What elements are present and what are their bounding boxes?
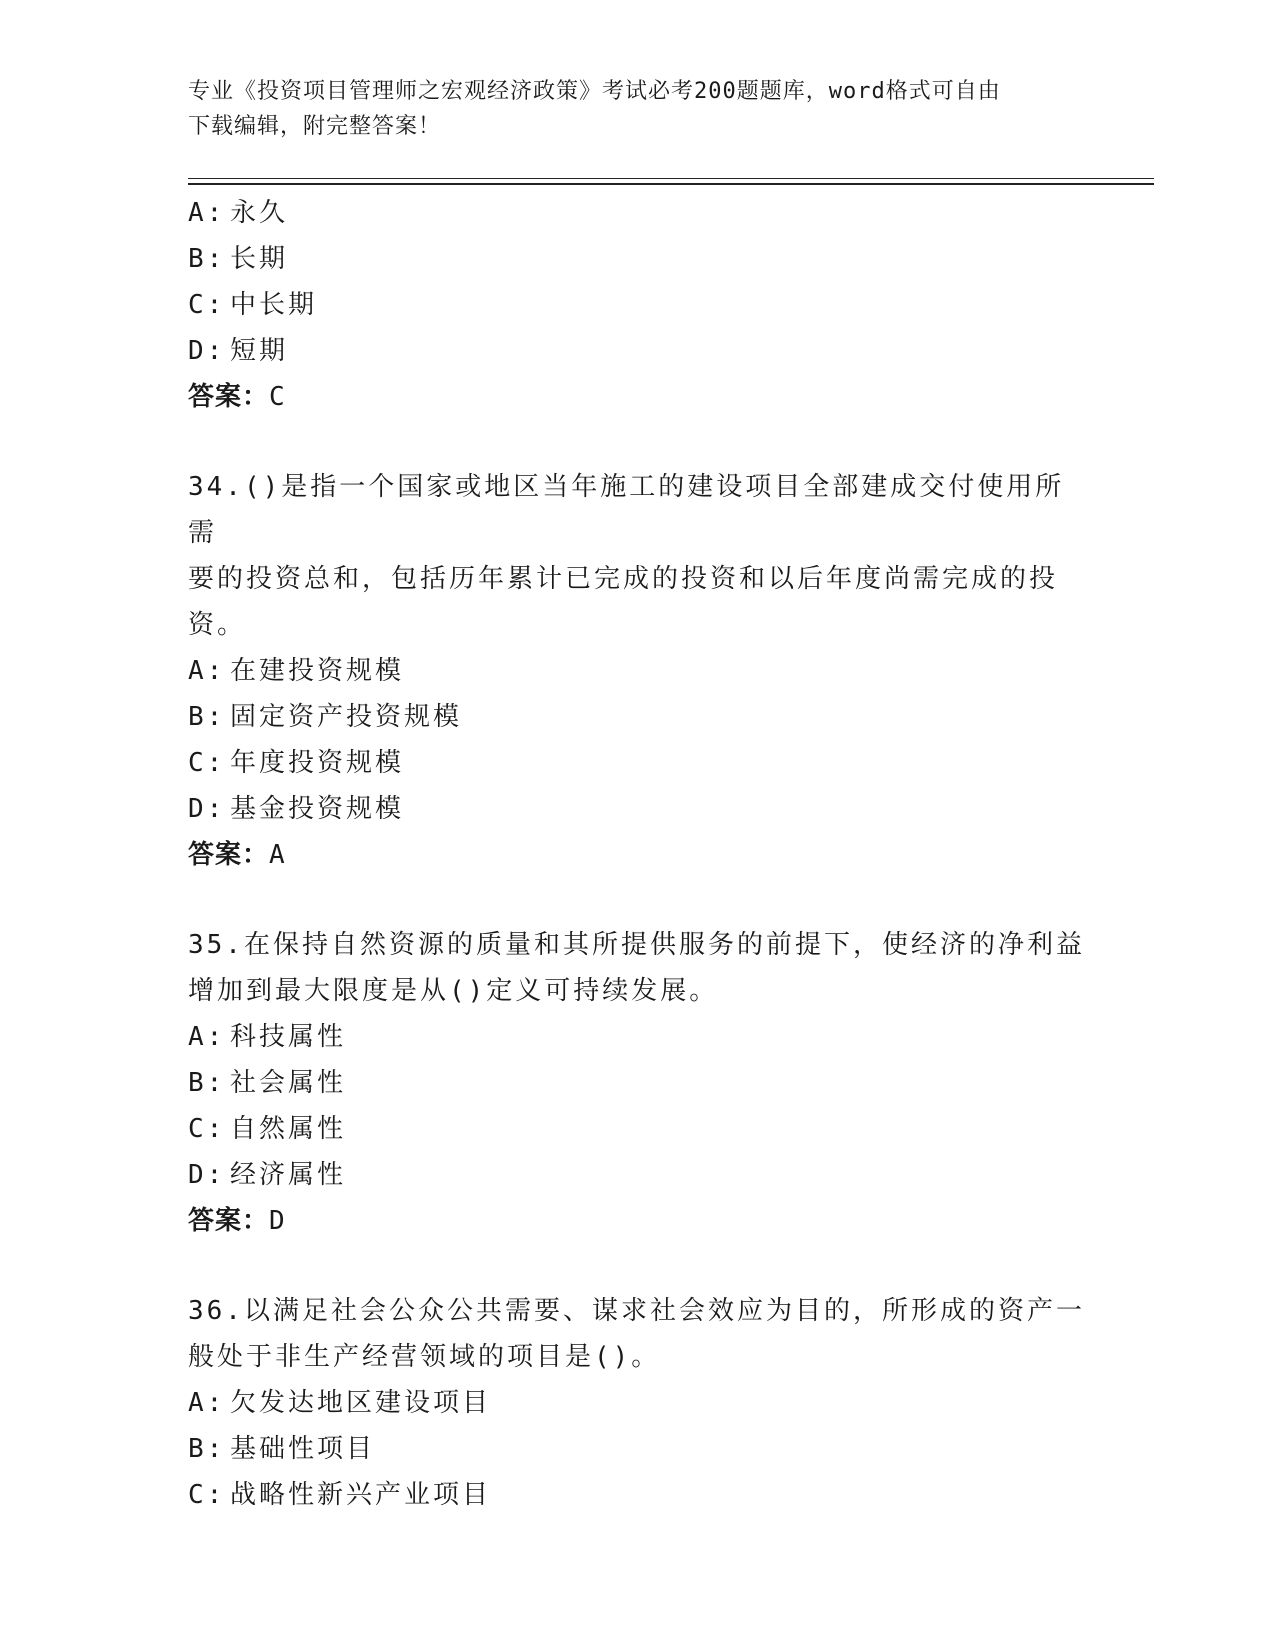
option-text: 基金投资规模 (230, 794, 405, 824)
option-text: 战略性新兴产业项目 (230, 1480, 492, 1510)
header-line-2: 下载编辑，附完整答案！ (188, 114, 442, 139)
option-c (188, 1472, 1088, 1518)
option-text: 在建投资规模 (230, 656, 405, 686)
option-b (188, 1060, 1088, 1106)
question-text (188, 1288, 1088, 1380)
question-36 (188, 1288, 1088, 1518)
option-text: 固定资产投资规模 (230, 702, 463, 732)
option-letter: B: (188, 1068, 226, 1098)
question-text-line: 35.在保持自然资源的质量和其所提供服务的前提下，使经济的净利益 (188, 930, 1085, 960)
option-c (188, 740, 1088, 786)
option-b (188, 1426, 1088, 1472)
question-34 (188, 464, 1088, 878)
option-text: 社会属性 (230, 1068, 347, 1098)
answer-label: 答案： (188, 1206, 270, 1236)
option-letter: A: (188, 656, 226, 686)
answer-line (188, 374, 1088, 420)
answer-label: 答案： (188, 840, 270, 870)
option-d (188, 328, 1088, 374)
answer-value: D (269, 1206, 286, 1236)
question-text (188, 464, 1088, 648)
option-a (188, 648, 1088, 694)
question-text-line: 般处于非生产经营领域的项目是()。 (188, 1342, 661, 1372)
question-text (188, 922, 1088, 1014)
option-letter: C: (188, 1114, 226, 1144)
option-letter: D: (188, 1160, 226, 1190)
option-letter: B: (188, 1434, 226, 1464)
question-text-line: 36.以满足社会公众公共需要、谋求社会效应为目的，所形成的资产一 (188, 1296, 1085, 1326)
option-letter: D: (188, 336, 226, 366)
option-letter: D: (188, 794, 226, 824)
option-a (188, 1014, 1088, 1060)
header-divider-thick (188, 183, 1154, 185)
option-a (188, 190, 1088, 236)
option-text: 欠发达地区建设项目 (230, 1388, 492, 1418)
option-c (188, 1106, 1088, 1152)
option-text: 基础性项目 (230, 1434, 376, 1464)
option-text: 年度投资规模 (230, 748, 405, 778)
answer-value: A (269, 840, 286, 870)
option-letter: A: (188, 1022, 226, 1052)
question-35 (188, 922, 1088, 1244)
option-text: 自然属性 (230, 1114, 347, 1144)
header-divider-thin (188, 178, 1154, 179)
option-letter: B: (188, 244, 226, 274)
answer-line (188, 1198, 1088, 1244)
answer-label: 答案： (188, 382, 270, 412)
question-text-line: 34.()是指一个国家或地区当年施工的建设项目全部建成交付使用所需 (188, 472, 1065, 548)
option-a (188, 1380, 1088, 1426)
option-letter: A: (188, 198, 226, 228)
option-d (188, 1152, 1088, 1198)
option-text: 科技属性 (230, 1022, 347, 1052)
question-text-line: 要的投资总和，包括历年累计已完成的投资和以后年度尚需完成的投 (188, 564, 1059, 594)
option-letter: B: (188, 702, 226, 732)
question-text-line: 资。 (188, 610, 247, 640)
option-text: 长期 (230, 244, 289, 274)
option-letter: C: (188, 748, 226, 778)
option-text: 中长期 (230, 290, 318, 320)
option-text: 经济属性 (230, 1160, 347, 1190)
option-letter: A: (188, 1388, 226, 1418)
option-c (188, 282, 1088, 328)
answer-line (188, 832, 1088, 878)
question-text-line: 增加到最大限度是从()定义可持续发展。 (188, 976, 719, 1006)
option-text: 永久 (230, 198, 289, 228)
question-list (188, 190, 1088, 1518)
option-text: 短期 (230, 336, 289, 366)
option-b (188, 236, 1088, 282)
option-b (188, 694, 1088, 740)
header-line-1: 专业《投资项目管理师之宏观经济政策》考试必考200题题库，word格式可自由 (188, 79, 1001, 104)
question-33 (188, 190, 1088, 420)
option-letter: C: (188, 1480, 226, 1510)
option-d (188, 786, 1088, 832)
answer-value: C (269, 382, 286, 412)
option-letter: C: (188, 290, 226, 320)
document-header (188, 74, 1068, 144)
